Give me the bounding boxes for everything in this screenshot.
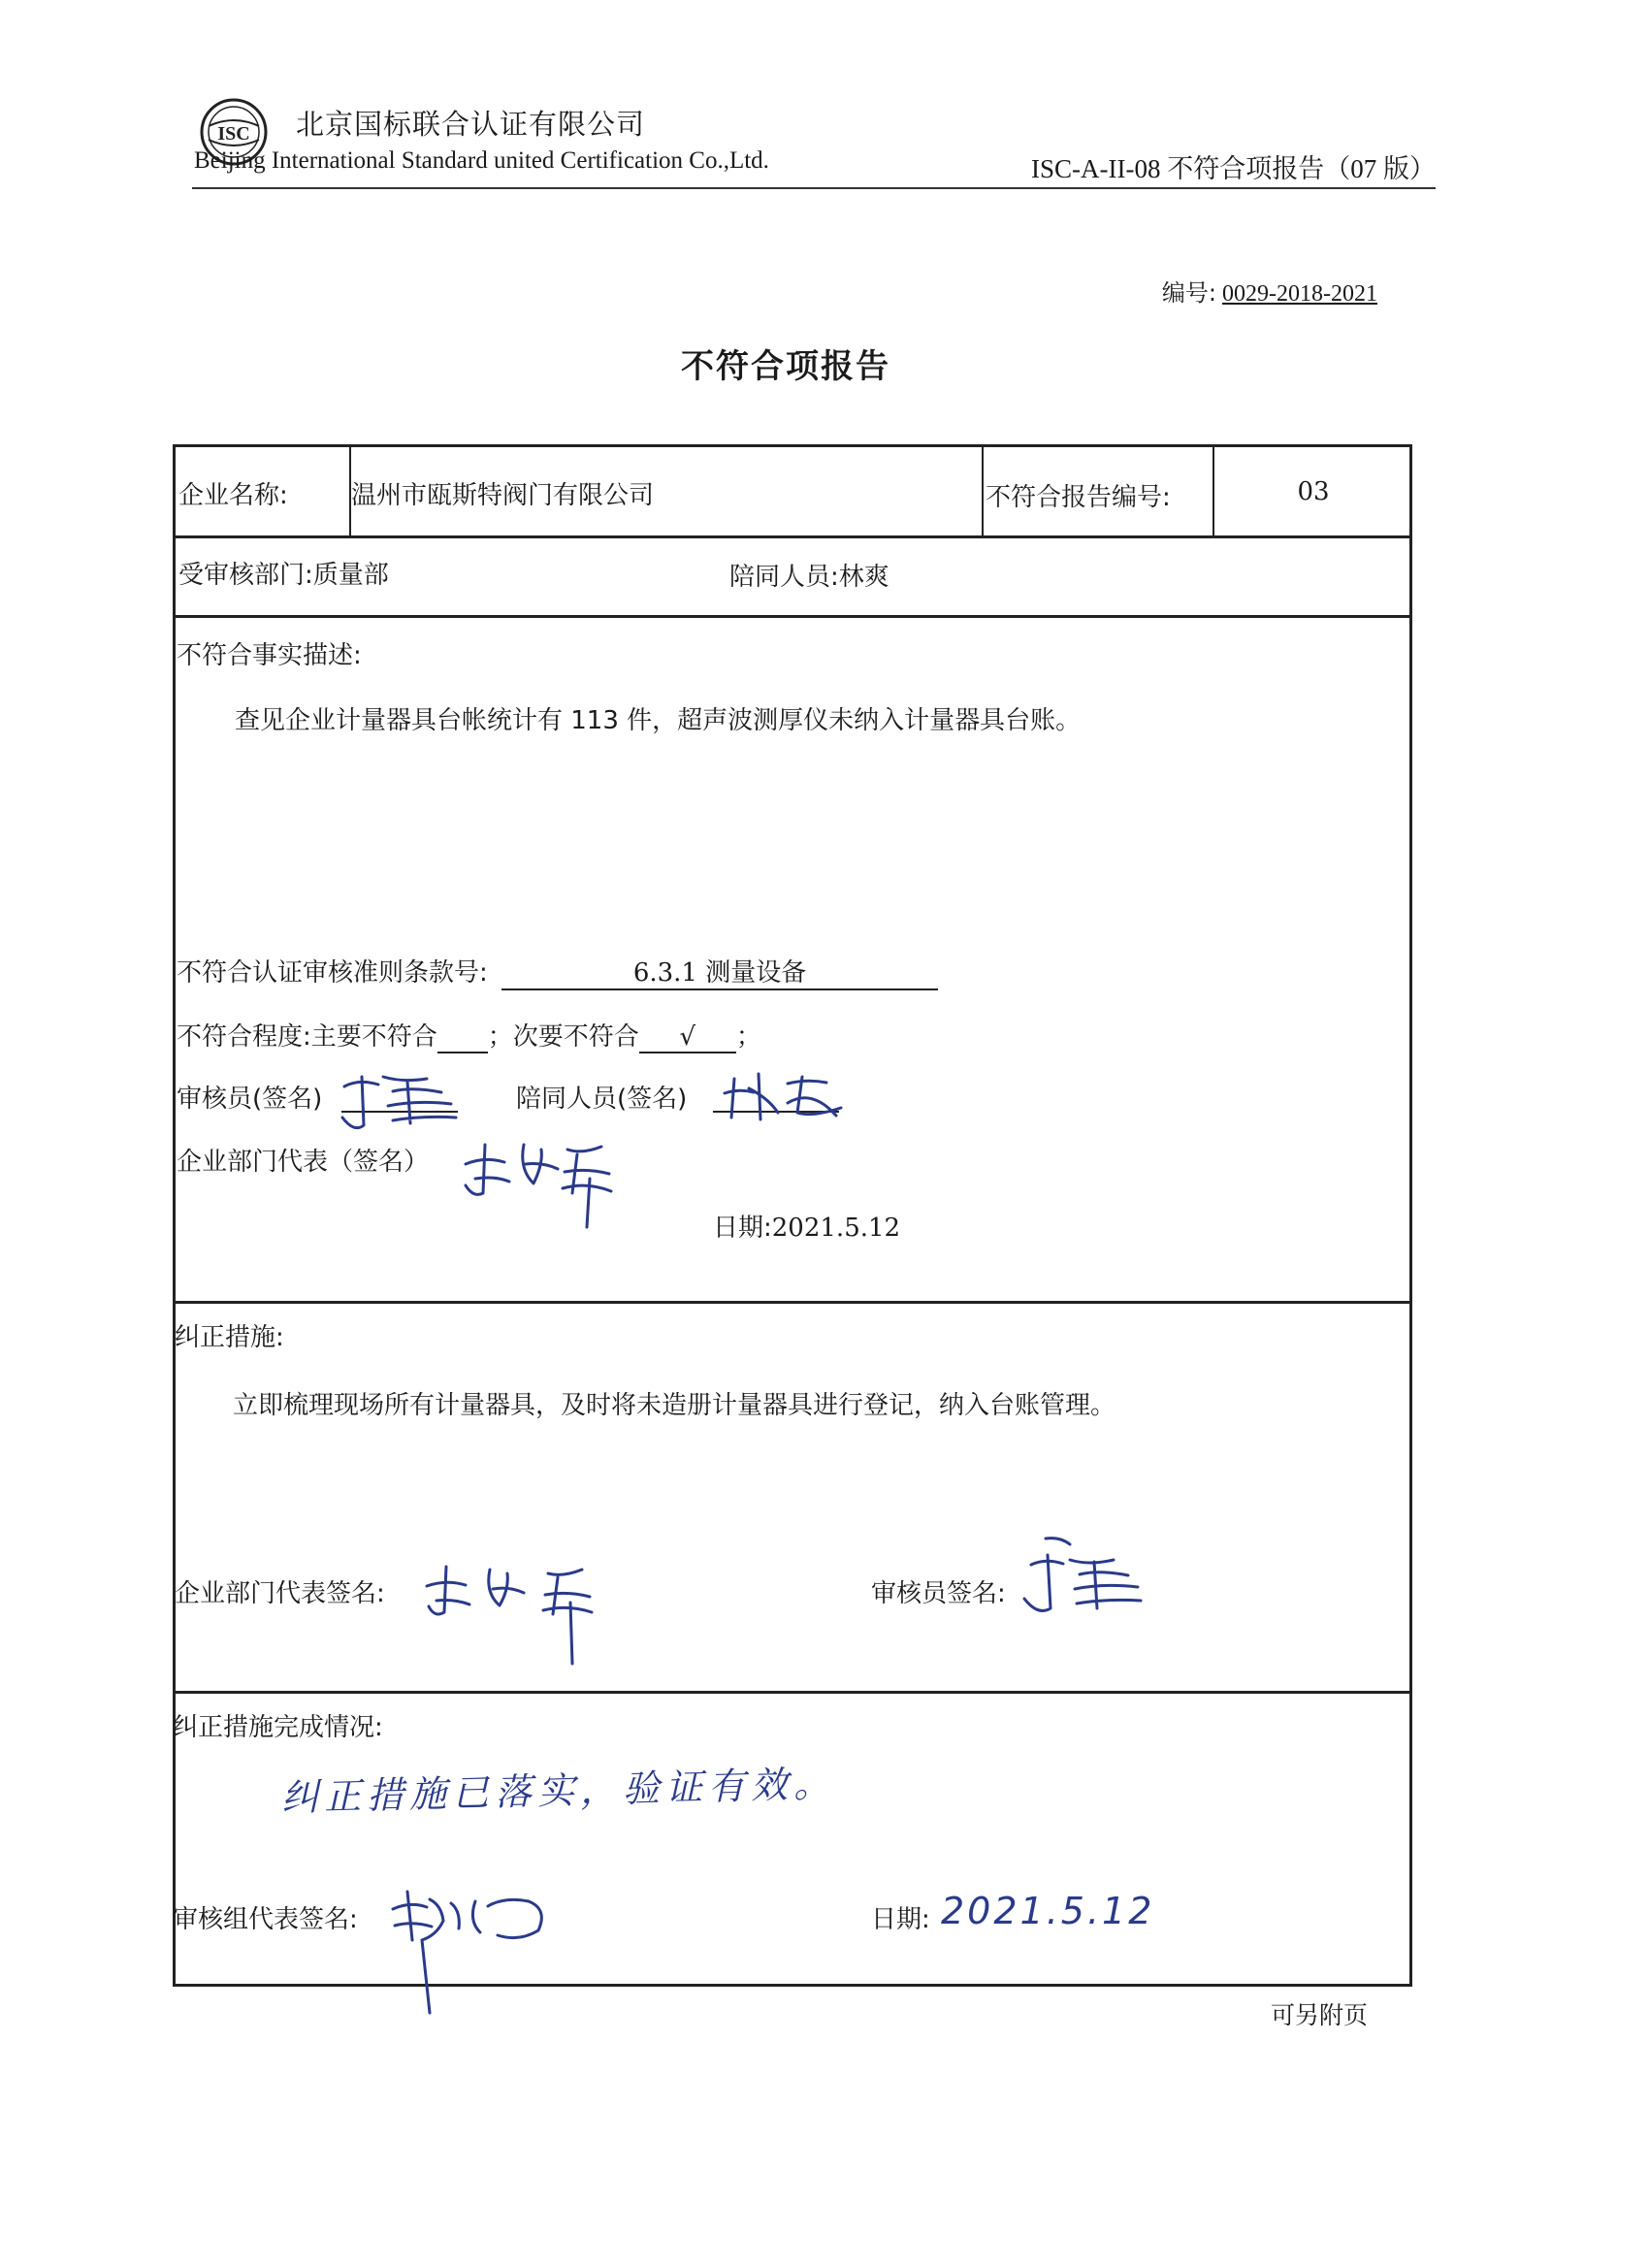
major-blank	[437, 1022, 488, 1053]
serial-number	[1162, 274, 1377, 308]
degree-separator: ；	[487, 1022, 513, 1052]
company-name-label: 企业名称:	[178, 481, 288, 510]
dept-rep-signature	[456, 1125, 621, 1232]
clause-line	[177, 953, 938, 990]
completion-heading: 纠正措施完成情况:	[173, 1713, 383, 1742]
row-divider	[173, 615, 1412, 618]
page-title: 不符合项报告	[681, 347, 890, 386]
nonconformity-description: 查见企业计量器具台帐统计有 113 件，超声波测厚仪未纳入计量器具台账。	[235, 706, 1082, 735]
dept-rep-signature-label: 企业部门代表（签名）	[177, 1148, 430, 1177]
audited-dept	[178, 555, 389, 591]
company-name-value: 温州市瓯斯特阀门有限公司	[351, 481, 655, 510]
corrective-text: 立即梳理现场所有计量器具，及时将未造册计量器具进行登记，纳入台账管理。	[233, 1391, 1116, 1420]
completion-date-label: 日期:	[871, 1905, 930, 1934]
team-rep-signature-label: 审核组代表签名:	[173, 1905, 358, 1934]
auditor-signature	[335, 1057, 470, 1135]
audited-dept-value: 质量部	[312, 561, 389, 590]
companion-label: 陪同人员:	[729, 563, 839, 592]
corrective-dept-rep-label: 企业部门代表签名:	[175, 1579, 385, 1608]
team-rep-signature	[383, 1882, 567, 2018]
minor-label: 次要不符合	[512, 1022, 639, 1052]
degree-label: 不符合程度:	[177, 1022, 311, 1052]
corrective-auditor-label: 审核员签名:	[871, 1579, 1006, 1608]
major-label: 主要不符合	[310, 1022, 437, 1052]
nonconformity-date	[713, 1208, 900, 1244]
report-number-label: 不符合报告编号:	[986, 483, 1171, 512]
companion-value: 林爽	[838, 563, 889, 592]
corrective-heading: 纠正措施:	[175, 1323, 284, 1352]
companion	[729, 557, 889, 593]
clause-value: 6.3.1 测量设备	[501, 953, 938, 990]
serial-value: 0029-2018-2021	[1222, 281, 1377, 307]
degree-line	[177, 1017, 761, 1053]
row-divider	[173, 535, 1412, 538]
companion-signature	[720, 1059, 856, 1127]
completion-handwritten-note: 纠正措施已落实，验证有效。	[280, 1762, 837, 1820]
footer-note: 可另附页	[1270, 2001, 1368, 2029]
company-name-cn: 北京国标联合认证有限公司	[296, 108, 646, 141]
row-divider	[173, 1301, 1412, 1304]
form-code: ISC-A-II-08 不符合项报告（07 版）	[1031, 154, 1436, 183]
degree-separator: ；	[735, 1022, 761, 1052]
minor-checkmark: √	[639, 1022, 736, 1053]
logo-text: ISC	[217, 123, 250, 145]
nonconformity-heading: 不符合事实描述:	[177, 641, 362, 670]
auditor-signature-label: 审核员(签名)	[177, 1085, 323, 1114]
completion-date-handwritten: 2021.5.12	[941, 1890, 1155, 1932]
corrective-auditor-signature	[1017, 1531, 1152, 1628]
date-value: 2021.5.12	[771, 1214, 901, 1243]
report-number-value: 03	[1297, 477, 1330, 506]
header-rule	[192, 187, 1436, 189]
audited-dept-label: 受审核部门:	[178, 561, 313, 590]
clause-label: 不符合认证审核准则条款号:	[177, 958, 488, 988]
col-divider	[982, 444, 984, 537]
row-divider	[173, 1691, 1412, 1694]
companion-signature-label: 陪同人员(签名)	[516, 1085, 688, 1114]
corrective-dept-rep-signature	[417, 1552, 611, 1669]
company-name-en: Beijing International Standard united Certification Co.,Ltd.	[194, 147, 769, 174]
serial-label: 编号:	[1161, 279, 1217, 307]
date-label: 日期:	[713, 1214, 772, 1243]
